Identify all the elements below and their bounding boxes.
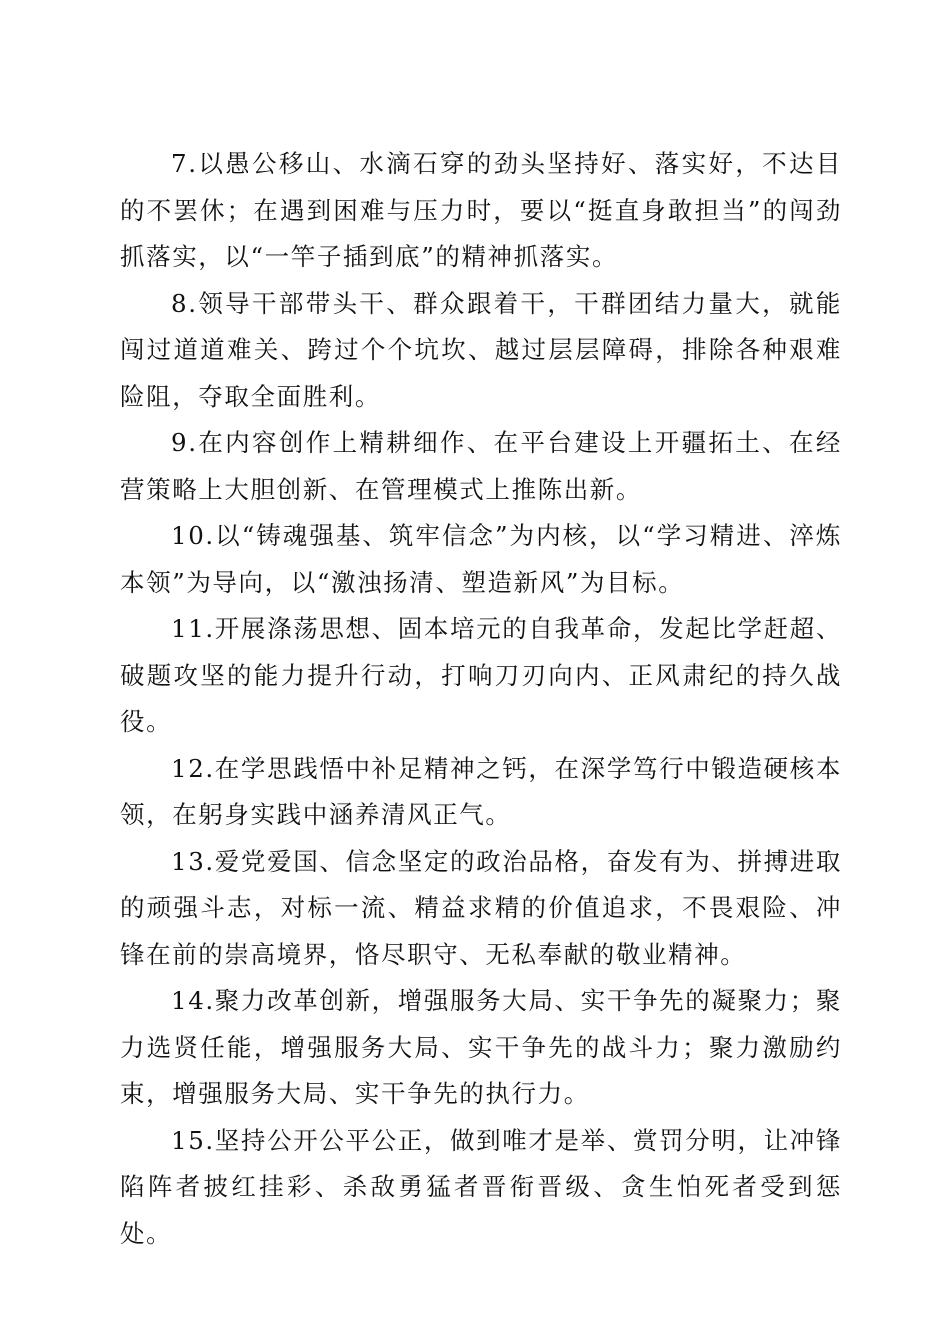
paragraph-item-10: 10.以“铸魂强基、筑牢信念”为内核，以“学习精进、淬炼本领”为导向，以“激浊扬清、塑造新风”为目标。 bbox=[120, 521, 842, 597]
paragraph-item-15: 15.坚持公开公平公正，做到唯才是举、赏罚分明，让冲锋陷阵者披红挂彩、杀敌勇猛者晋衔晋级、贪生怕死者受到惩处。 bbox=[120, 1125, 842, 1248]
paragraph-item-11: 11.开展涤荡思想、固本培元的自我革命，发起比学赶超、破题攻坚的能力提升行动，打响刀刃向内、正风肃纪的持久战役。 bbox=[120, 614, 842, 736]
paragraph-item-7: 7.以愚公移山、水滴石穿的劲头坚持好、落实好，不达目的不罢休；在遇到困难与压力时，要以“挺直身敢担当”的闯劲抓落实，以“一竿子插到底”的精神抓落实。 bbox=[120, 149, 842, 271]
document-body bbox=[120, 141, 842, 1257]
paragraph-item-14: 14.聚力改革创新，增强服务大局、实干争先的凝聚力；聚力选贤任能，增强服务大局、实干争先的战斗力；聚力激励约束，增强服务大局、实干争先的执行力。 bbox=[120, 986, 842, 1108]
paragraph-item-9: 9.在内容创作上精耕细作、在平台建设上开疆拓土、在经营策略上大胆创新、在管理模式上推陈出新。 bbox=[120, 428, 842, 504]
paragraph-item-13: 13.爱党爱国、信念坚定的政治品格，奋发有为、拼搏进取的顽强斗志，对标一流、精益求精的价值追求，不畏艰险、冲锋在前的崇高境界，恪尽职守、无私奉献的敬业精神。 bbox=[120, 846, 842, 969]
paragraph-item-12: 12.在学思践悟中补足精神之钙，在深学笃行中锻造硬核本领，在躬身实践中涵养清风正气。 bbox=[120, 753, 842, 829]
paragraph-item-8: 8.领导干部带头干、群众跟着干，干群团结力量大，就能闯过道道难关、跨过个个坑坎、越过层层障碍，排除各种艰难险阻，夺取全面胜利。 bbox=[120, 288, 842, 411]
